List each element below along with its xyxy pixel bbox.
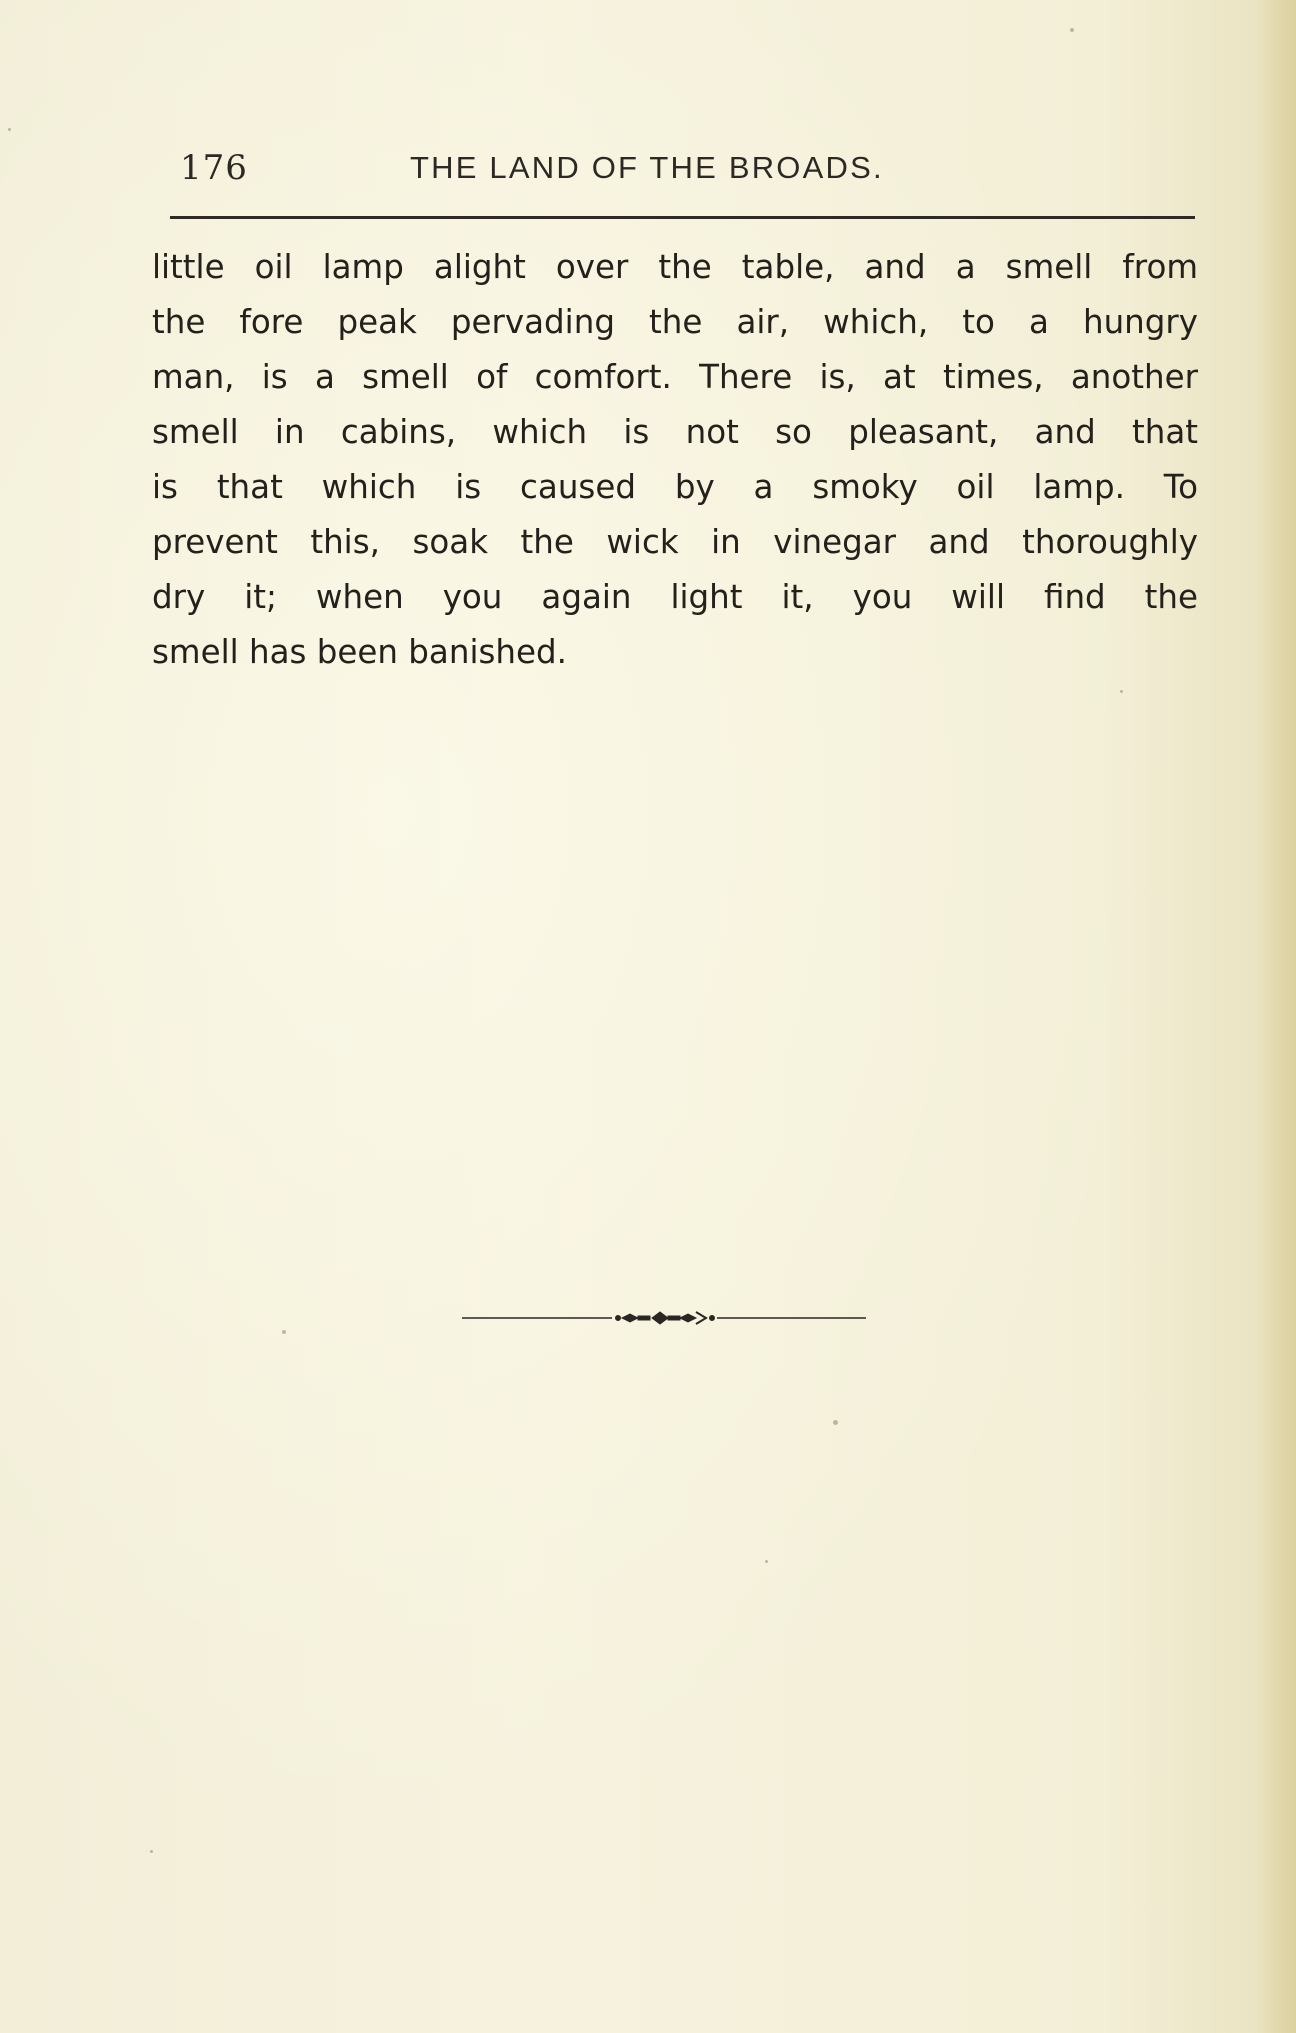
end-ornament-icon (462, 1306, 866, 1330)
text-line: little oil lamp alight over the table, and a smell from (152, 248, 1198, 286)
text-line: prevent this, soak the wick in vinegar and thoroughly (152, 523, 1198, 561)
body-paragraph (152, 240, 1198, 680)
page-number: 176 (180, 148, 248, 188)
running-head (150, 148, 1200, 192)
text-line: is that which is caused by a smoky oil lamp. To (152, 468, 1198, 506)
text-line: dry it; when you again light it, you will find the (152, 578, 1198, 616)
header-rule (170, 216, 1195, 219)
running-title: THE LAND OF THE BROADS. (410, 150, 884, 185)
page-edge-shadow (1256, 0, 1296, 2033)
text-line: smell in cabins, which is not so pleasant, and that (152, 413, 1198, 451)
text-line: the fore peak pervading the air, which, to a hungry (152, 303, 1198, 341)
text-line: smell has been banished. (152, 633, 567, 671)
text-line: man, is a smell of comfort. There is, at times, another (152, 358, 1198, 396)
